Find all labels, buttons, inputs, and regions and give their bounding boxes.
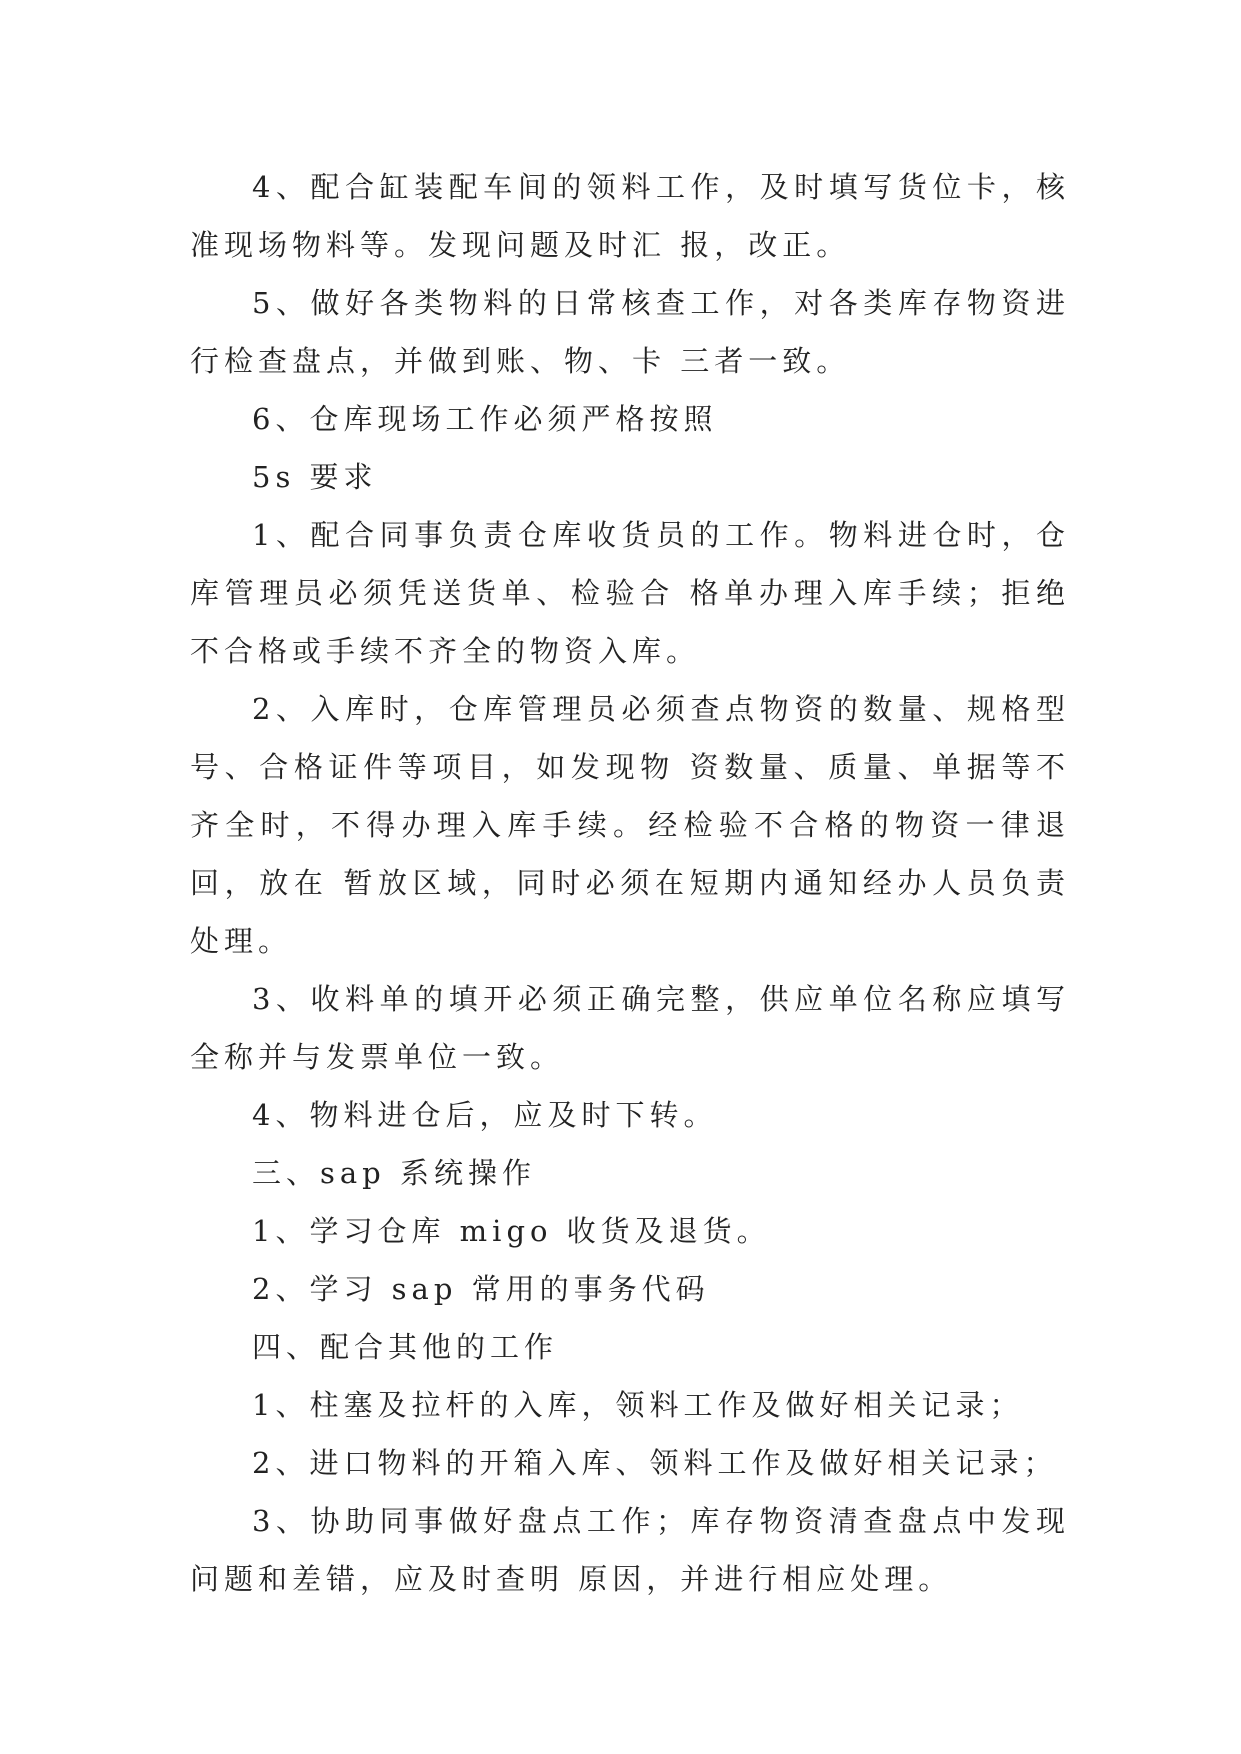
paragraph-1-plunger: 1、柱塞及拉杆的入库，领料工作及做好相关记录； xyxy=(252,1388,1024,1422)
paragraph-4-transfer: 4、物料进仓后，应及时下转。 xyxy=(252,1098,718,1132)
paragraph-3-receipt-form: 3、收料单的填开必须正确完整，供应单位名称应填写全称并与发票单位一致。 xyxy=(190,982,1070,1074)
heading-sap-operation: 三、sap 系统操作 xyxy=(252,1156,536,1190)
paragraph-1-receiving: 1、配合同事负责仓库收货员的工作。物料进仓时，仓库管理员必须凭送货单、检验合 格单办理入库手续；拒绝不合格或手续不齐全的物资入库。 xyxy=(190,518,1070,668)
paragraph-4-picking: 4、配合缸装配车间的领料工作，及时填写货位卡，核准现场物料等。发现问题及时汇 报，改正。 xyxy=(190,170,1070,262)
heading-other-work: 四、配合其他的工作 xyxy=(252,1330,559,1364)
paragraph-6-site-work: 6、仓库现场工作必须严格按照 xyxy=(252,402,718,436)
paragraph-5-inspection: 5、做好各类物料的日常核查工作，对各类库存物资进行检查盘点，并做到账、物、卡 三者一致。 xyxy=(190,286,1070,378)
paragraph-2-sap-codes: 2、学习 sap 常用的事务代码 xyxy=(252,1272,710,1306)
paragraph-2-import: 2、进口物料的开箱入库、领料工作及做好相关记录； xyxy=(252,1446,1058,1480)
document-body xyxy=(190,158,1070,1608)
paragraph-3-stocktake: 3、协助同事做好盘点工作；库存物资清查盘点中发现问题和差错，应及时查明 原因，并进行相应处理。 xyxy=(190,1504,1070,1596)
paragraph-5s-requirement: 5s 要求 xyxy=(252,460,378,494)
paragraph-2-warehousing: 2、入库时，仓库管理员必须查点物资的数量、规格型号、合格证件等项目，如发现物 资数量、质量、单据等不齐全时，不得办理入库手续。经检验不合格的物资一律退回，放在 暂放区域，同时必须在短期内通知经办人员负责处理。 xyxy=(190,692,1070,958)
paragraph-1-migo: 1、学习仓库 migo 收货及退货。 xyxy=(252,1214,771,1248)
